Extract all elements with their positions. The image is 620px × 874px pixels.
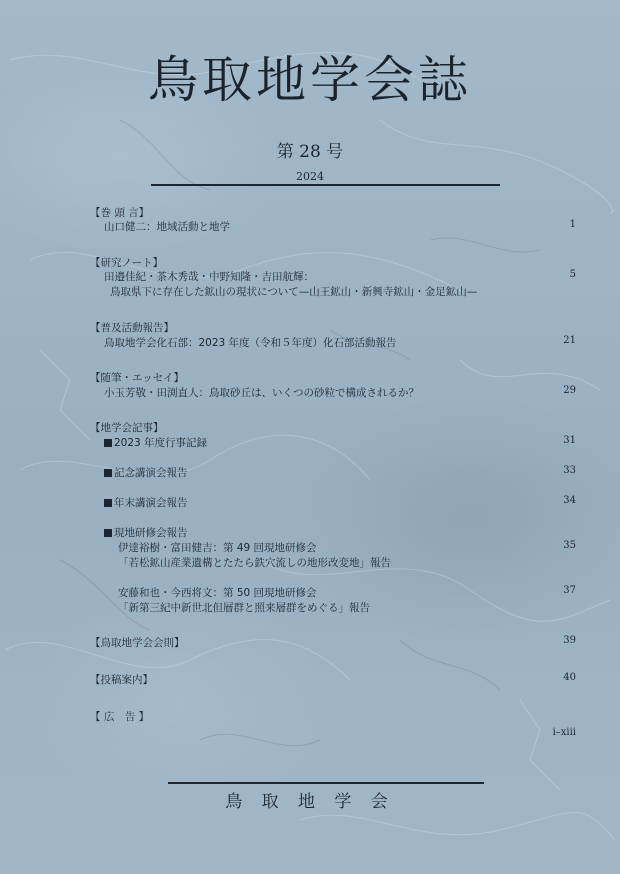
toc-entry-notes-authors: 田邉佳紀・茶木秀哉・中野知隆・吉田航輝：	[104, 271, 314, 283]
bottom-divider	[168, 782, 484, 784]
square-bullet-icon	[104, 469, 112, 477]
page-number: 33	[563, 465, 576, 476]
page-number: 21	[563, 335, 576, 346]
toc-entry-preface: 山口健二：地域活動と地学	[104, 221, 230, 233]
page-number: 39	[563, 635, 576, 646]
journal-title: 鳥取地学会誌	[148, 51, 472, 109]
section-header-essay: 【随筆・エッセイ】	[90, 372, 184, 384]
toc-entry-lecture: 記念講演会報告	[104, 465, 188, 480]
toc-entry-field1-authors: 伊達裕樹・富田健吉：第 49 回現地研修会	[118, 542, 317, 554]
page-number: 31	[563, 435, 576, 446]
toc-entry-field-reports: 現地研修会報告	[104, 525, 188, 540]
section-header-research-notes: 【研究ノート】	[90, 257, 164, 269]
toc-entry-field2-authors: 安藤和也・今西将文：第 50 回現地研修会	[118, 587, 317, 599]
section-header-society-news: 【地学会記事】	[90, 422, 164, 434]
page-number: 40	[563, 672, 576, 683]
page-number: 5	[569, 269, 576, 280]
section-header-submission-guide: 【投稿案内】	[90, 674, 153, 686]
toc-entry-notes-title: 鳥取県下に存在した鉱山の現状について—山王鉱山・新興寺鉱山・金足鉱山—	[110, 286, 478, 298]
page-number: i–xiii	[552, 727, 576, 738]
page-number: 29	[563, 385, 576, 396]
section-header-outreach: 【普及活動報告】	[90, 322, 174, 334]
page-number: 34	[563, 495, 576, 506]
section-header-preface: 【巻 頭 言】	[90, 207, 150, 219]
issue-number: 第 28 号	[276, 142, 344, 162]
page-number: 35	[563, 540, 576, 551]
toc-entry-field2-title: 「新第三紀中新世北但層群と照来層群をめぐる」報告	[118, 602, 370, 614]
section-header-advertisements: 【 広 告 】	[90, 711, 150, 723]
square-bullet-icon	[104, 499, 112, 507]
toc-entry-yearend: 年末講演会報告	[104, 495, 188, 510]
toc-entry-essay: 小玉芳敬・田渕直人：鳥取砂丘は、いくつの砂粒で構成されるか？	[104, 387, 419, 399]
page-number: 1	[569, 219, 576, 230]
toc-entry-field1-title: 「若松鉱山産業遺構とたたら鉄穴流しの地形改変地」報告	[118, 557, 391, 569]
toc-entry-outreach: 鳥取地学会化石部：2023 年度（令和５年度）化石部活動報告	[104, 337, 397, 349]
toc-entry-events: 2023 年度行事記録	[104, 435, 207, 450]
publisher-name: 鳥 取 地 学 会	[225, 792, 395, 812]
top-divider	[151, 184, 500, 186]
publication-year: 2024	[296, 170, 324, 183]
square-bullet-icon	[104, 529, 112, 537]
section-header-bylaws: 【鳥取地学会会則】	[90, 637, 185, 649]
square-bullet-icon	[104, 439, 112, 447]
page-number: 37	[563, 585, 576, 596]
